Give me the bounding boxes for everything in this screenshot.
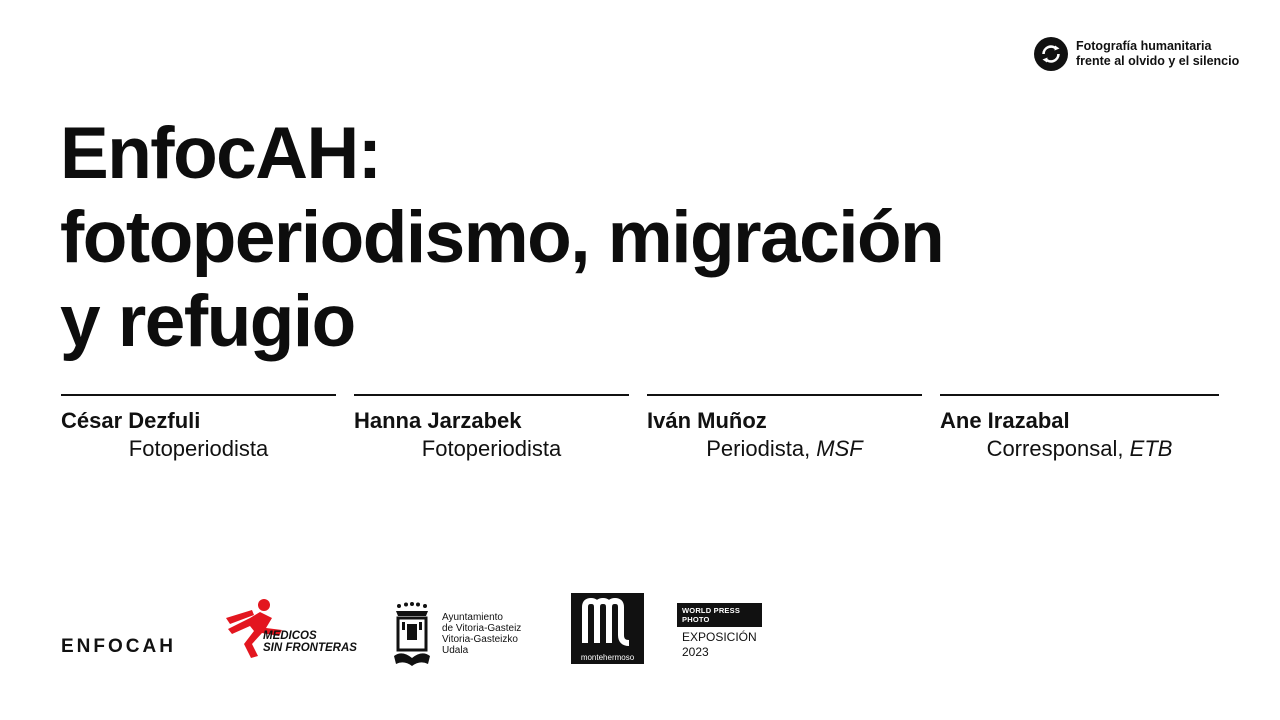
montehermoso-logo	[571, 593, 644, 664]
ayuntamiento-wordmark	[442, 612, 521, 656]
speaker-role	[940, 434, 1219, 464]
title-line-2: fotoperiodismo, migración	[60, 197, 944, 278]
speaker-card	[61, 394, 336, 464]
speaker-name: César Dezfuli	[61, 408, 201, 433]
title-line-3: y refugio	[60, 281, 355, 362]
wpp-exhibition	[682, 630, 762, 660]
msf-line-2: SIN FRONTERAS	[263, 642, 357, 654]
speaker-card	[940, 394, 1219, 464]
world-press-photo-logo	[677, 603, 762, 660]
ayto-line-2: de Vitoria-Gasteiz	[442, 623, 522, 634]
speaker-role-text: Fotoperiodista	[128, 436, 269, 461]
divider	[647, 394, 922, 396]
refresh-circle-icon	[1034, 37, 1068, 71]
speaker-role-text: Periodista,	[706, 436, 817, 461]
wpp-bar: WORLD PRESS PHOTO	[677, 603, 762, 627]
msf-wordmark	[263, 630, 357, 654]
coat-of-arms-icon	[390, 602, 434, 668]
speaker-role	[647, 434, 922, 464]
badge-line-2: frente al olvido y el silencio	[1076, 54, 1240, 68]
speaker-role-text: Corresponsal,	[986, 436, 1130, 461]
header-badge	[1034, 37, 1239, 71]
page-title	[60, 112, 943, 364]
montehermoso-wordmark: montehermoso	[580, 653, 635, 662]
msf-line-1: MEDICOS	[263, 630, 317, 642]
speakers-row	[61, 394, 1219, 474]
msf-logo	[222, 596, 358, 660]
wpp-line-1: EXPOSICIÓN	[682, 630, 757, 644]
speaker-name: Iván Muñoz	[647, 408, 767, 433]
ayto-line-4: Udala	[442, 645, 469, 656]
badge-line-1: Fotografía humanitaria	[1076, 39, 1212, 53]
wpp-line-2: 2023	[682, 645, 709, 659]
speaker-card	[354, 394, 629, 464]
speaker-card	[647, 394, 922, 464]
ayto-line-1: Ayuntamiento	[442, 612, 503, 623]
ayuntamiento-logo	[390, 602, 550, 668]
sponsor-logos	[0, 590, 1280, 670]
enfocah-logo: ENFOCAH	[61, 636, 176, 657]
ayto-line-3: Vitoria-Gasteizko	[442, 634, 518, 645]
speaker-org: MSF	[816, 436, 863, 461]
speaker-role-text: Fotoperiodista	[421, 436, 562, 461]
speaker-org: ETB	[1129, 436, 1173, 461]
title-line-1: EnfocAH:	[60, 113, 381, 194]
speaker-name: Ane Irazabal	[940, 408, 1070, 433]
speaker-name: Hanna Jarzabek	[354, 408, 522, 433]
speaker-role	[354, 434, 629, 464]
badge-tagline	[1076, 39, 1239, 69]
divider	[940, 394, 1219, 396]
montehermoso-m-icon	[571, 593, 644, 651]
divider	[354, 394, 629, 396]
speaker-role	[61, 434, 336, 464]
divider	[61, 394, 336, 396]
